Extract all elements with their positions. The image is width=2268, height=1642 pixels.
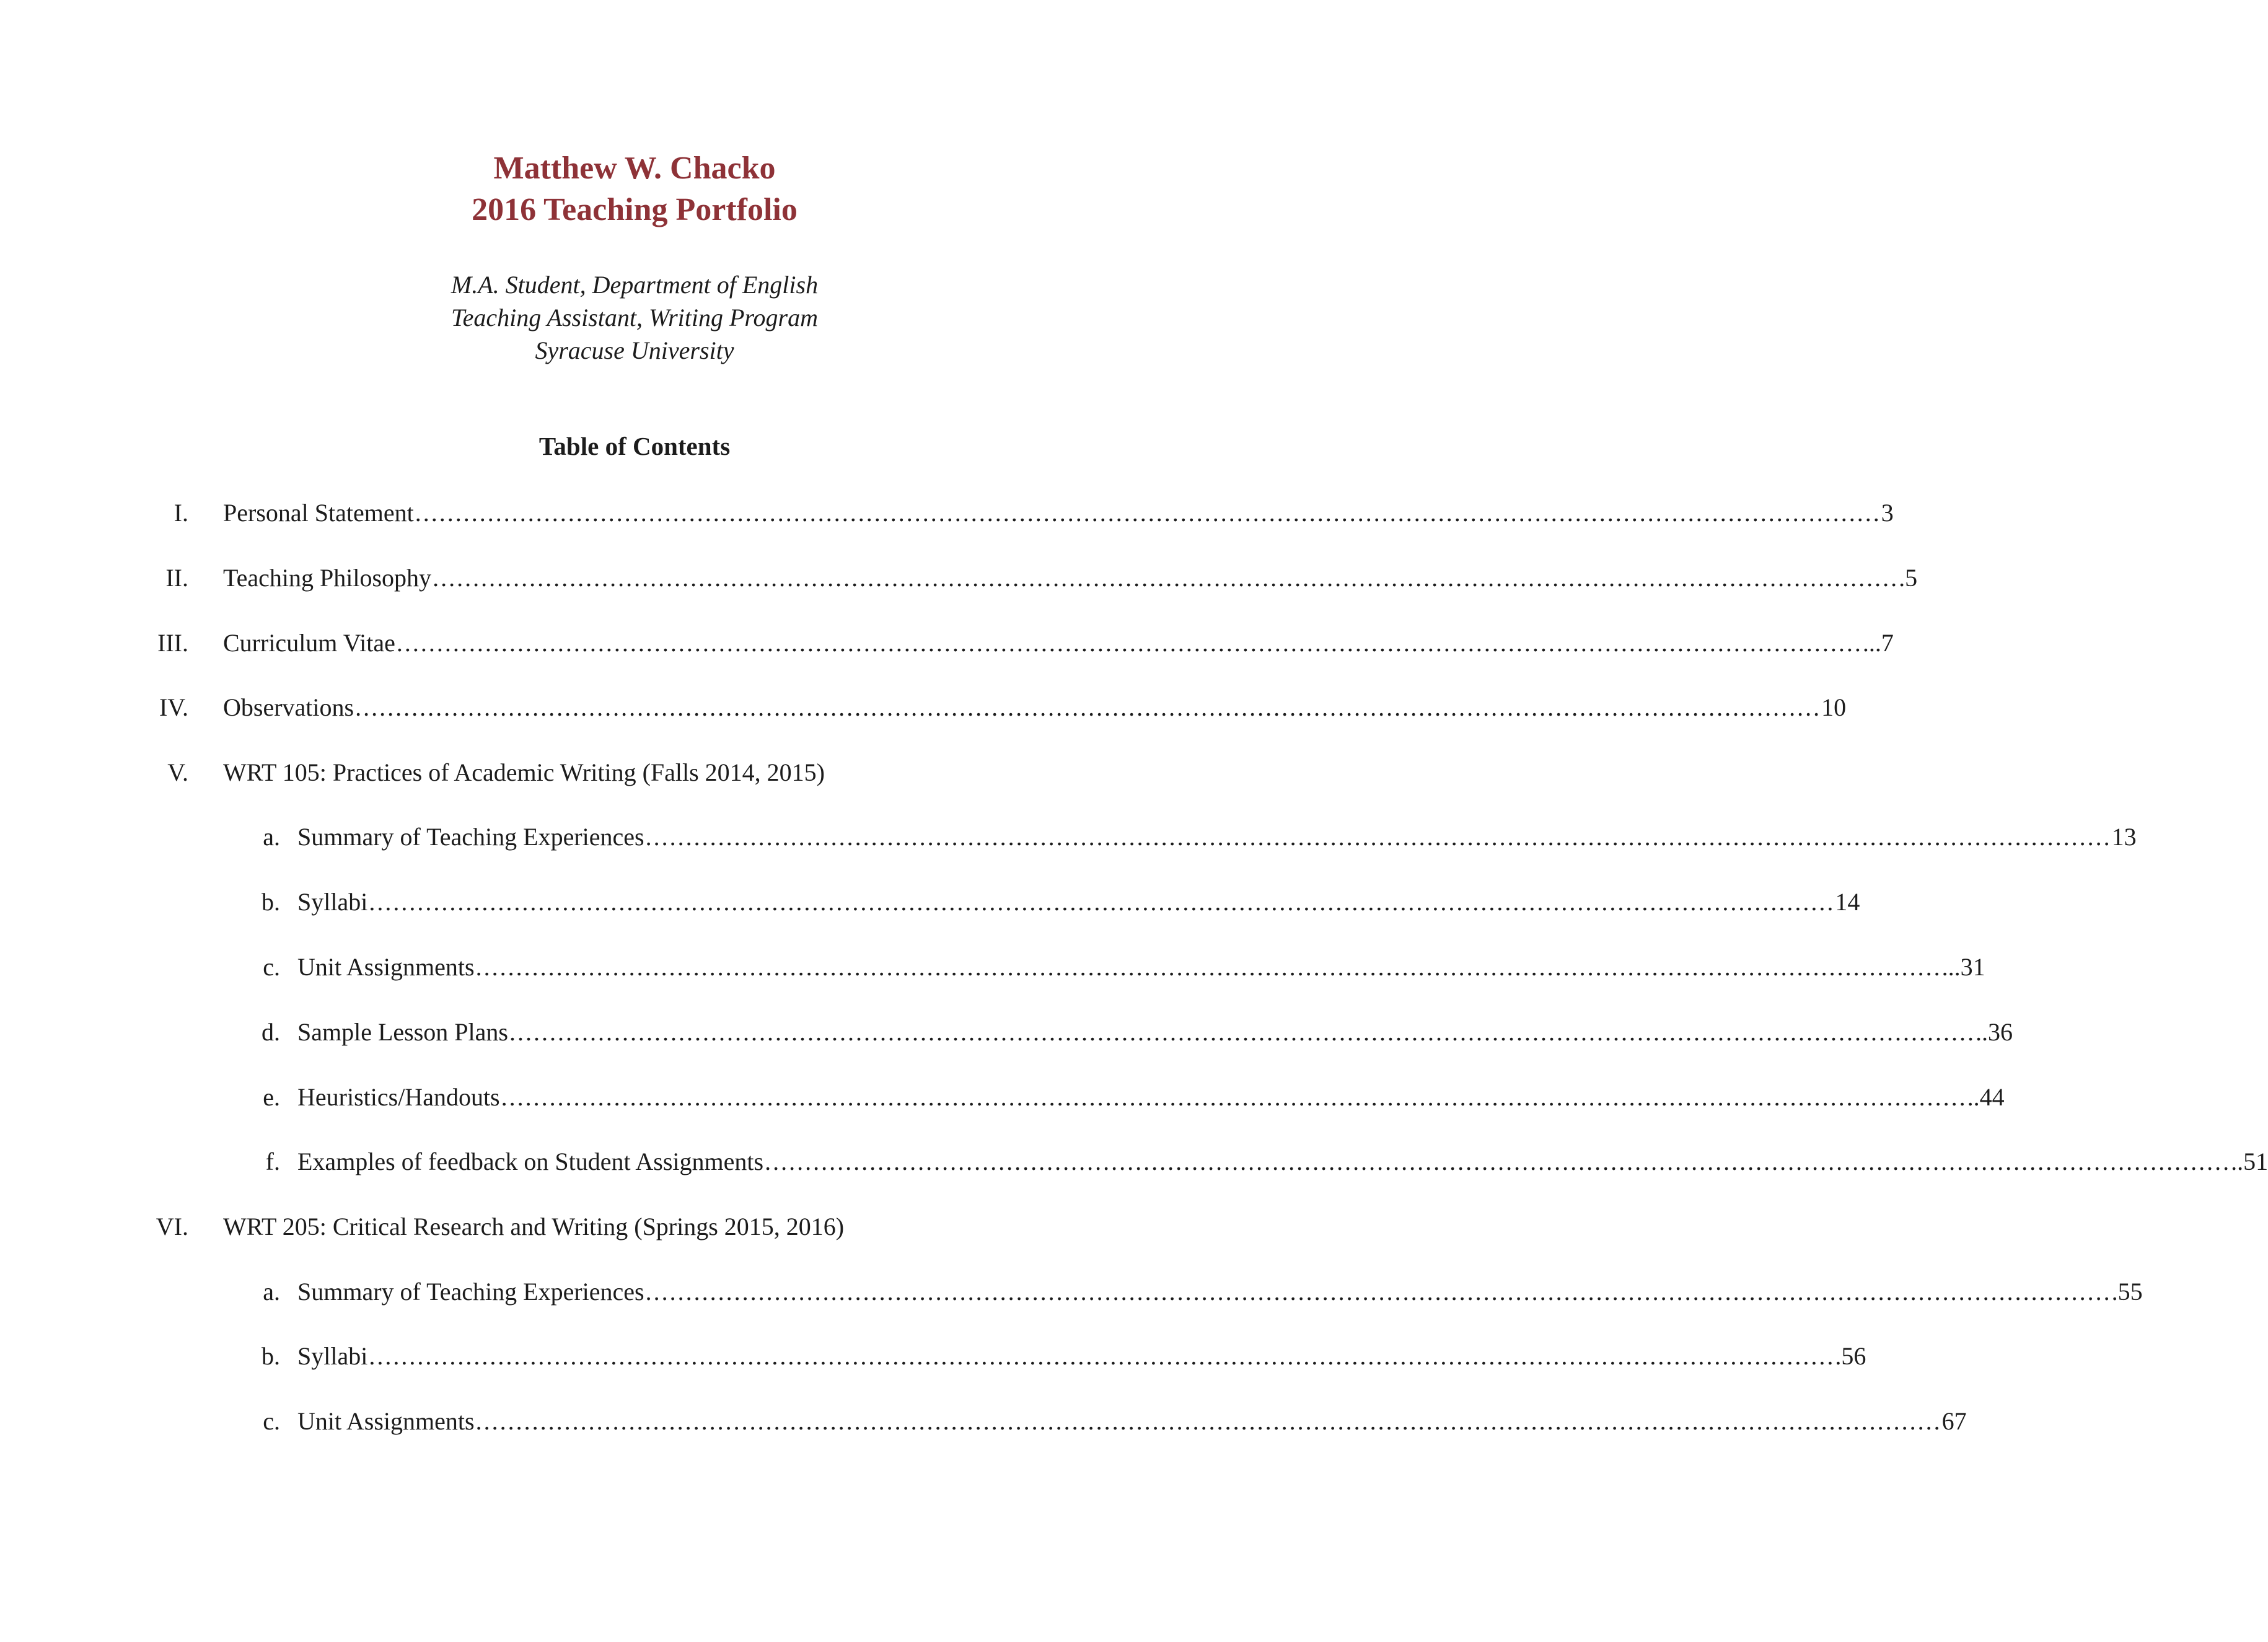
toc-entry-personal-statement[interactable] [0,498,1894,529]
toc-title: Sample Lesson Plans [297,1018,508,1046]
subtitle-university: Syracuse University [535,336,734,364]
toc-letter: b. [262,888,280,916]
toc-title: Teaching Philosophy [223,564,432,592]
author-name: Matthew W. Chacko [493,151,776,186]
toc-title: WRT 105: Practices of Academic Writing (Falls 2014, 2015) [223,758,825,786]
toc-numeral: IV. [159,693,188,721]
toc-leader: ...................................................................................................................................................................................... [475,953,1942,981]
toc-title: Curriculum Vitae [223,629,395,657]
toc-page: .5 [1899,564,1918,592]
toc-title: Unit Assignments [297,953,475,981]
toc-leader: ...................................................................................................................................................................................... [645,1278,2112,1306]
toc-leader: ...................................................................................................................................................................................... [475,1407,1942,1435]
toc-numeral: V. [167,758,188,786]
toc-letter: e. [263,1083,280,1111]
toc-letter: a. [263,823,280,851]
toc-leader: ...................................................................................................................................................................................... [509,1018,1976,1046]
toc-leader: ...................................................................................................................................................................................... [415,499,1881,527]
toc-page: .55 [2111,1278,2143,1306]
toc-page: ..44 [1967,1083,2005,1111]
toc-letter: b. [262,1342,280,1370]
toc-letter: c. [263,1407,280,1435]
toc-page: .56 [1835,1342,1866,1370]
toc-subentry-wrt105-lesson-plans[interactable] [0,1017,2013,1048]
toc-subentry-wrt105-syllabi[interactable] [0,887,1860,918]
toc-section-wrt-105[interactable] [0,757,1269,788]
toc-numeral: I. [174,499,188,527]
toc-numeral: III. [157,629,188,657]
toc-subentry-wrt205-summary[interactable] [0,1276,2143,1307]
toc-title: Syllabi [297,1342,368,1370]
toc-heading: Table of Contents [538,432,731,460]
toc-title: Summary of Teaching Experiences [297,823,644,851]
toc-page: 67 [1941,1407,1967,1435]
toc-leader: ...................................................................................................................................................................................... [355,693,1822,721]
toc-leader: ...................................................................................................................................................................................... [396,629,1863,657]
toc-entry-teaching-philosophy[interactable] [0,563,1918,594]
toc-entry-curriculum-vitae[interactable] [0,628,1894,659]
toc-leader: ...................................................................................................................................................................................... [369,1342,1835,1370]
toc-leader: ...................................................................................................................................................................................... [765,1148,2231,1175]
toc-subentry-wrt205-unit-assignments[interactable] [0,1406,1967,1437]
toc-title: Summary of Teaching Experiences [297,1278,644,1306]
toc-letter: c. [263,953,280,981]
toc-leader: ...................................................................................................................................................................................... [433,564,1899,592]
toc-letter: a. [263,1278,280,1306]
toc-title: Syllabi [297,888,368,916]
toc-page: ..51 [2231,1148,2268,1175]
toc-section-wrt-205[interactable] [0,1211,1269,1242]
toc-letter: f. [265,1148,280,1175]
subtitle-position: Teaching Assistant, Writing Program [451,304,818,331]
toc-leader: ...................................................................................................................................................................................... [369,888,1835,916]
toc-letter: d. [262,1018,280,1046]
toc-subentry-wrt105-feedback[interactable] [0,1146,2268,1177]
toc-subentry-wrt105-summary[interactable] [0,822,2137,853]
toc-page: ..36 [1975,1018,2013,1046]
toc-leader: ...................................................................................................................................................................................... [645,823,2112,851]
toc-page: 10 [1821,693,1847,721]
toc-title: Heuristics/Handouts [297,1083,500,1111]
toc-title: Examples of feedback on Student Assignments [297,1148,764,1175]
toc-subentry-wrt105-handouts[interactable] [0,1082,2005,1113]
toc-subentry-wrt205-syllabi[interactable] [0,1341,1866,1372]
toc-entry-observations[interactable] [0,692,1847,723]
subtitle-role: M.A. Student, Department of English [451,271,819,299]
toc-page: ...31 [1941,953,1985,981]
toc-title: Personal Statement [223,499,414,527]
toc-page: 14 [1835,888,1860,916]
portfolio-title: 2016 Teaching Portfolio [472,192,798,227]
toc-title: Observations [223,693,354,721]
toc-page: 13 [2111,823,2137,851]
toc-title: Unit Assignments [297,1407,475,1435]
toc-numeral: VI. [156,1213,188,1240]
toc-title: WRT 205: Critical Research and Writing (Springs 2015, 2016) [223,1213,845,1240]
toc-leader: ...................................................................................................................................................................................... [501,1083,1967,1111]
toc-page: ...7 [1862,629,1894,657]
toc-page: 3 [1881,499,1894,527]
toc-numeral: II. [165,564,188,592]
toc-subentry-wrt105-unit-assignments[interactable] [0,952,1985,983]
